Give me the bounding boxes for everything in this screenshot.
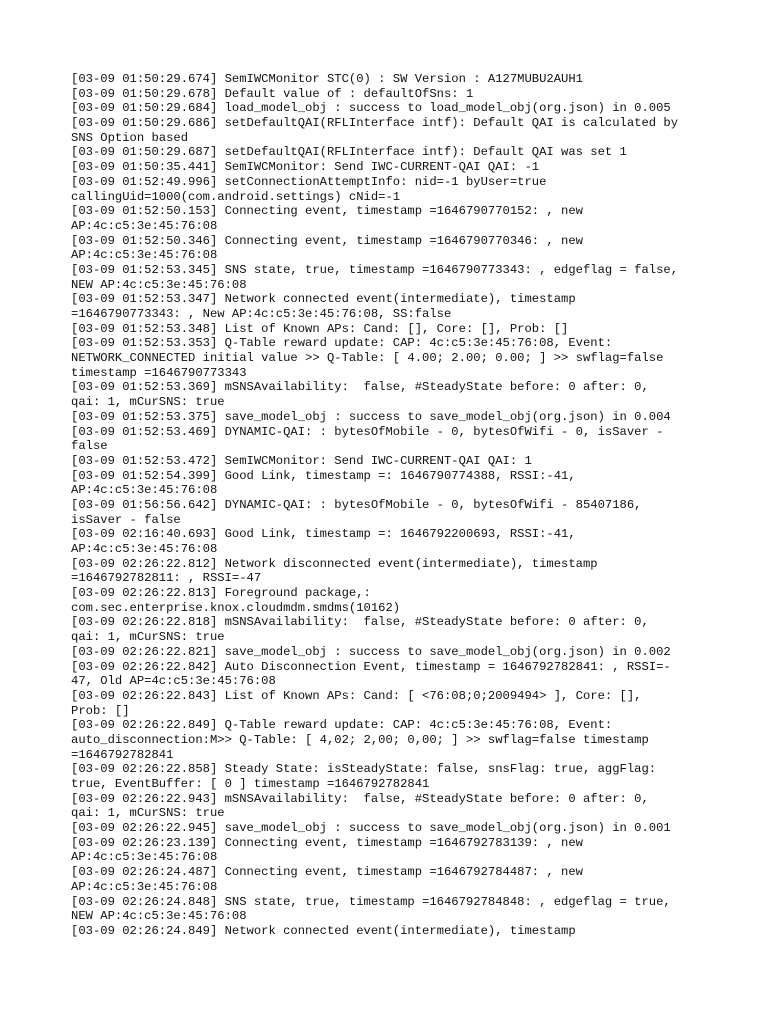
log-line: [03-09 02:26:22.813] Foreground package,: <box>71 586 371 601</box>
log-line: [03-09 02:26:24.848] SNS state, true, timestamp =1646792784848: , edgeflag = true, <box>71 894 671 909</box>
log-line: false <box>71 439 108 454</box>
log-line: [03-09 01:50:35.441] SemIWCMonitor: Send IWC-CURRENT-QAI QAI: -1 <box>71 160 540 175</box>
log-line: qai: 1, mCurSNS: true <box>71 395 225 410</box>
log-line: [03-09 01:52:49.996] setConnectionAttemptInfo: nid=-1 byUser=true <box>71 174 547 189</box>
log-line: AP:4c:c5:3e:45:76:08 <box>71 218 218 233</box>
log-line: auto_disconnection:M>> Q-Table: [ 4,02; 2,00; 0,00; ] >> swflag=false timestamp <box>71 732 649 747</box>
log-text-block <box>71 72 711 939</box>
log-line: [03-09 01:52:54.399] Good Link, timestamp =: 1646790774388, RSSI:-41, <box>71 468 576 483</box>
log-line: callingUid=1000(com.android.settings) cNid=-1 <box>71 189 401 204</box>
log-line: [03-09 01:52:53.469] DYNAMIC-QAI: : bytesOfMobile - 0, bytesOfWifi - 0, isSaver - <box>71 424 664 439</box>
log-line: 47, Old AP=4c:c5:3e:45:76:08 <box>71 674 276 689</box>
log-line: SNS Option based <box>71 130 189 145</box>
log-line: [03-09 01:52:53.375] save_model_obj : success to save_model_obj(org.json) in 0.004 <box>71 409 671 424</box>
log-line: [03-09 02:26:22.842] Auto Disconnection Event, timestamp = 1646792782841: , RSSI=- <box>71 659 671 674</box>
log-line: [03-09 01:52:53.347] Network connected event(intermediate), timestamp <box>71 292 576 307</box>
log-line: [03-09 02:26:24.487] Connecting event, timestamp =1646792784487: , new <box>71 865 583 880</box>
log-line: [03-09 02:16:40.693] Good Link, timestamp =: 1646792200693, RSSI:-41, <box>71 527 576 542</box>
log-line: [03-09 02:26:23.139] Connecting event, timestamp =1646792783139: , new <box>71 835 583 850</box>
log-line: AP:4c:c5:3e:45:76:08 <box>71 542 218 556</box>
log-line: [03-09 02:26:22.943] mSNSAvailability: false, #SteadyState before: 0 after: 0, <box>71 791 649 806</box>
log-line: AP:4c:c5:3e:45:76:08 <box>71 850 218 865</box>
log-line: [03-09 01:56:56.642] DYNAMIC-QAI: : bytesOfMobile - 0, bytesOfWifi - 85407186, <box>71 497 642 512</box>
log-line: [03-09 01:50:29.674] SemIWCMonitor STC(0) : SW Version : A127MUBU2AUH1 <box>71 72 583 86</box>
log-line: AP:4c:c5:3e:45:76:08 <box>71 483 218 498</box>
log-line: [03-09 01:52:50.346] Connecting event, timestamp =1646790770346: , new <box>71 233 583 248</box>
log-line: [03-09 01:52:53.472] SemIWCMonitor: Send IWC-CURRENT-QAI QAI: 1 <box>71 453 532 468</box>
log-line: NETWORK_CONNECTED initial value >> Q-Table: [ 4.00; 2.00; 0.00; ] >> swflag=false <box>71 351 664 366</box>
log-line: =1646792782841 <box>71 747 174 762</box>
log-line: [03-09 02:26:22.812] Network disconnected event(intermediate), timestamp <box>71 556 598 571</box>
log-line: [03-09 01:50:29.687] setDefaultQAI(RFLInterface intf): Default QAI was set 1 <box>71 145 627 160</box>
log-line: qai: 1, mCurSNS: true <box>71 806 225 821</box>
log-line: timestamp =1646790773343 <box>71 365 247 380</box>
log-line: [03-09 01:52:53.345] SNS state, true, timestamp =1646790773343: , edgeflag = false, <box>71 262 679 277</box>
log-line: true, EventBuffer: [ 0 ] timestamp =1646792782841 <box>71 777 430 791</box>
log-line: =1646790773343: , New AP:4c:c5:3e:45:76:08, SS:false <box>71 307 452 321</box>
log-line: [03-09 02:26:24.849] Network connected event(intermediate), timestamp <box>71 923 576 938</box>
log-line: AP:4c:c5:3e:45:76:08 <box>71 879 218 894</box>
log-line: Prob: [] <box>71 703 130 718</box>
log-line: [03-09 01:52:53.348] List of Known APs: Cand: [], Core: [], Prob: [] <box>71 321 569 336</box>
log-line: [03-09 02:26:22.849] Q-Table reward update: CAP: 4c:c5:3e:45:76:08, Event: <box>71 718 613 733</box>
log-line: [03-09 02:26:22.843] List of Known APs: Cand: [ <76:08;0;2009494> ], Core: [], <box>71 688 642 703</box>
log-line: [03-09 01:52:53.353] Q-Table reward update: CAP: 4c:c5:3e:45:76:08, Event: <box>71 336 613 351</box>
log-line: [03-09 01:52:50.153] Connecting event, timestamp =1646790770152: , new <box>71 204 583 219</box>
log-line: AP:4c:c5:3e:45:76:08 <box>71 248 218 263</box>
log-line: [03-09 02:26:22.945] save_model_obj : success to save_model_obj(org.json) in 0.001 <box>71 821 671 836</box>
log-line: com.sec.enterprise.knox.cloudmdm.smdms(10162) <box>71 600 401 615</box>
log-line: [03-09 02:26:22.858] Steady State: isSteadyState: false, snsFlag: true, aggFlag: <box>71 762 657 777</box>
log-line: =1646792782811: , RSSI=-47 <box>71 571 262 586</box>
log-line: [03-09 01:50:29.678] Default value of : defaultOfSns: 1 <box>71 86 474 101</box>
log-line: isSaver - false <box>71 512 181 527</box>
log-line: [03-09 01:52:53.369] mSNSAvailability: false, #SteadyState before: 0 after: 0, <box>71 380 649 395</box>
log-line: NEW AP:4c:c5:3e:45:76:08 <box>71 277 247 292</box>
log-line: [03-09 02:26:22.821] save_model_obj : success to save_model_obj(org.json) in 0.002 <box>71 644 671 659</box>
log-line: [03-09 01:50:29.686] setDefaultQAI(RFLInterface intf): Default QAI is calculated by <box>71 116 679 131</box>
log-line: NEW AP:4c:c5:3e:45:76:08 <box>71 909 247 924</box>
log-line: [03-09 02:26:22.818] mSNSAvailability: false, #SteadyState before: 0 after: 0, <box>71 615 649 630</box>
log-line: [03-09 01:50:29.684] load_model_obj : success to load_model_obj(org.json) in 0.005 <box>71 101 671 116</box>
log-line: qai: 1, mCurSNS: true <box>71 630 225 645</box>
